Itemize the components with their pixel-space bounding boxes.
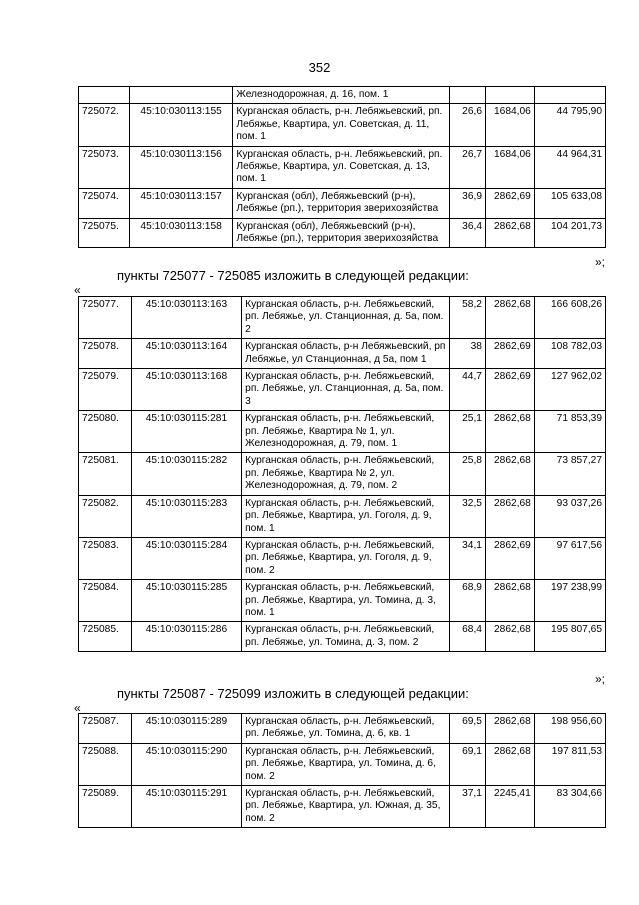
item-number-cell: 725080. [79,411,132,453]
cadastral-value-cell: 83 304,66 [534,786,605,828]
table-row [79,714,606,744]
rate-cell: 2862,68 [485,218,534,248]
section-intro-2: пункты 725087 - 725099 изложить в следующей редакции: [117,686,469,701]
area-cell: 69,1 [450,743,486,785]
item-number-cell: 725084. [79,580,132,622]
rate-cell: 2862,69 [485,369,534,411]
cadastral-value-cell: 197 238,99 [534,580,605,622]
item-number-cell: 725082. [79,495,132,537]
cadastral-number-cell [129,87,233,104]
area-cell: 36,4 [450,218,486,248]
item-number-cell: 725077. [79,297,132,339]
rate-cell: 2862,68 [485,743,534,785]
rate-cell: 2862,68 [485,580,534,622]
area-cell: 69,5 [450,714,486,744]
table-row [79,537,606,579]
rate-cell: 1684,06 [485,146,534,188]
cadastral-number-cell: 45:10:030115:285 [131,580,241,622]
cadastral-number-cell: 45:10:030113:156 [129,146,233,188]
cadastral-value-cell: 108 782,03 [534,339,605,369]
rate-cell: 2862,68 [485,453,534,495]
item-number-cell: 725075. [79,218,130,248]
cadastral-value-cell: 127 962,02 [534,369,605,411]
area-cell: 37,1 [450,786,486,828]
table-row [79,146,606,188]
cadastral-number-cell: 45:10:030115:289 [131,714,241,744]
rate-cell: 2245,41 [485,786,534,828]
cadastral-value-cell: 197 811,53 [534,743,605,785]
item-number-cell: 725079. [79,369,132,411]
item-number-cell [79,87,130,104]
cadastral-value-cell: 198 956,60 [534,714,605,744]
item-number-cell: 725088. [79,743,132,785]
address-cell: Курганская область, р-н. Лебяжьевский, рп. Лебяжье, Квартира, ул. Южная, д. 35, пом. 2 [242,786,450,828]
area-cell: 36,9 [450,188,486,218]
table-row [79,411,606,453]
cadastral-number-cell: 45:10:030113:155 [129,104,233,146]
property-table-3 [78,713,606,828]
cadastral-number-cell: 45:10:030113:158 [129,218,233,248]
cadastral-value-cell: 97 617,56 [534,537,605,579]
address-cell: Курганская область, р-н. Лебяжьевский, рп. Лебяжье, ул. Станционная, д. 5а, пом. 2 [242,297,450,339]
table-row [79,495,606,537]
item-number-cell: 725074. [79,188,130,218]
address-cell: Курганская область, р-н. Лебяжьевский, рп. Лебяжье, Квартира № 2, ул. Железнодорожная, д. 79, пом. 2 [242,453,450,495]
table-row [79,104,606,146]
rate-cell: 2862,68 [485,714,534,744]
cadastral-number-cell: 45:10:030115:282 [131,453,241,495]
cadastral-value-cell: 105 633,08 [534,188,605,218]
area-cell: 26,7 [450,146,486,188]
area-cell: 68,9 [450,580,486,622]
cadastral-value-cell: 166 608,26 [534,297,605,339]
item-number-cell: 725083. [79,537,132,579]
opening-quote-2: « [74,701,81,715]
cadastral-value-cell: 195 807,65 [534,622,605,652]
cadastral-value-cell [534,87,605,104]
rate-cell [485,87,534,104]
area-cell: 34,1 [450,537,486,579]
rate-cell: 2862,69 [485,339,534,369]
area-cell: 32,5 [450,495,486,537]
rate-cell: 2862,68 [485,297,534,339]
cadastral-value-cell: 71 853,39 [534,411,605,453]
item-number-cell: 725081. [79,453,132,495]
cadastral-value-cell: 93 037,26 [534,495,605,537]
page-number: 352 [308,60,331,75]
rate-cell: 2862,68 [485,495,534,537]
section-intro-1: пункты 725077 - 725085 изложить в следующей редакции: [117,268,469,283]
closing-quote-2: »; [594,672,605,686]
address-cell: Курганская область, р-н. Лебяжьевский, рп. Лебяжье, Квартира № 1, ул. Железнодорожная, д. 79, пом. 1 [242,411,450,453]
cadastral-number-cell: 45:10:030115:290 [131,743,241,785]
table-row [79,369,606,411]
address-cell: Курганская область, р-н. Лебяжьевский, рп. Лебяжье, ул. Томина, д. 3, пом. 2 [242,622,450,652]
table-row [79,339,606,369]
rate-cell: 2862,68 [485,411,534,453]
item-number-cell: 725087. [79,714,132,744]
table-row [79,786,606,828]
cadastral-number-cell: 45:10:030113:164 [131,339,241,369]
item-number-cell: 725089. [79,786,132,828]
address-cell: Курганская область, р-н. Лебяжьевский, рп. Лебяжье, ул. Томина, д. 6, кв. 1 [242,714,450,744]
cadastral-number-cell: 45:10:030113:168 [131,369,241,411]
table-row [79,622,606,652]
address-cell: Курганская область, р-н. Лебяжьевский, рп. Лебяжье, Квартира, ул. Томина, д. 6, пом. 2 [242,743,450,785]
address-cell: Курганская область, р-н. Лебяжьевский, рп. Лебяжье, Квартира, ул. Томина, д. 3, пом. 1 [242,580,450,622]
address-cell: Курганская (обл), Лебяжьевский (р-н), Лебяжье (рп.), территория зверихозяйства [233,188,450,218]
cadastral-number-cell: 45:10:030115:286 [131,622,241,652]
cadastral-number-cell: 45:10:030115:283 [131,495,241,537]
cadastral-value-cell: 104 201,73 [534,218,605,248]
property-table-2 [78,296,606,652]
address-cell: Курганская область, р-н. Лебяжьевский, рп. Лебяжье, ул. Станционная, д. 5а, пом. 3 [242,369,450,411]
address-cell: Железнодорожная, д. 16, пом. 1 [233,87,450,104]
rate-cell: 2862,69 [485,188,534,218]
cadastral-number-cell: 45:10:030113:157 [129,188,233,218]
address-cell: Курганская область, р-н. Лебяжьевский, рп. Лебяжье, Квартира, ул. Советская, д. 13, пом. 1 [233,146,450,188]
table-row [79,218,606,248]
rate-cell: 2862,69 [485,537,534,579]
cadastral-value-cell: 73 857,27 [534,453,605,495]
item-number-cell: 725072. [79,104,130,146]
table-row [79,743,606,785]
table-row [79,297,606,339]
area-cell: 44,7 [450,369,486,411]
item-number-cell: 725078. [79,339,132,369]
table-row [79,188,606,218]
area-cell: 26,6 [450,104,486,146]
cadastral-number-cell: 45:10:030115:291 [131,786,241,828]
cadastral-value-cell: 44 964,31 [534,146,605,188]
cadastral-number-cell: 45:10:030115:281 [131,411,241,453]
address-cell: Курганская (обл), Лебяжьевский (р-н), Лебяжье (рп.), территория зверихозяйства [233,218,450,248]
area-cell: 25,1 [450,411,486,453]
cadastral-number-cell: 45:10:030113:163 [131,297,241,339]
area-cell [450,87,486,104]
opening-quote-1: « [74,283,81,297]
address-cell: Курганская область, р-н. Лебяжьевский, рп. Лебяжье, Квартира, ул. Гоголя, д. 9, пом. 1 [242,495,450,537]
area-cell: 58,2 [450,297,486,339]
rate-cell: 2862,68 [485,622,534,652]
property-table-1 [78,86,606,248]
item-number-cell: 725073. [79,146,130,188]
table-row [79,453,606,495]
table-row [79,580,606,622]
area-cell: 38 [450,339,486,369]
rate-cell: 1684,06 [485,104,534,146]
area-cell: 68,4 [450,622,486,652]
area-cell: 25,8 [450,453,486,495]
item-number-cell: 725085. [79,622,132,652]
table-row [79,87,606,104]
cadastral-number-cell: 45:10:030115:284 [131,537,241,579]
address-cell: Курганская область, р-н. Лебяжьевский, рп. Лебяжье, Квартира, ул. Советская, д. 11, пом. 1 [233,104,450,146]
address-cell: Курганская область, р-н. Лебяжьевский, рп. Лебяжье, Квартира, ул. Гоголя, д. 9, пом. 2 [242,537,450,579]
address-cell: Курганская область, р-н Лебяжьевский, рп Лебяжье, ул Станционная, д 5а, пом 1 [242,339,450,369]
cadastral-value-cell: 44 795,90 [534,104,605,146]
closing-quote-1: »; [594,255,605,269]
